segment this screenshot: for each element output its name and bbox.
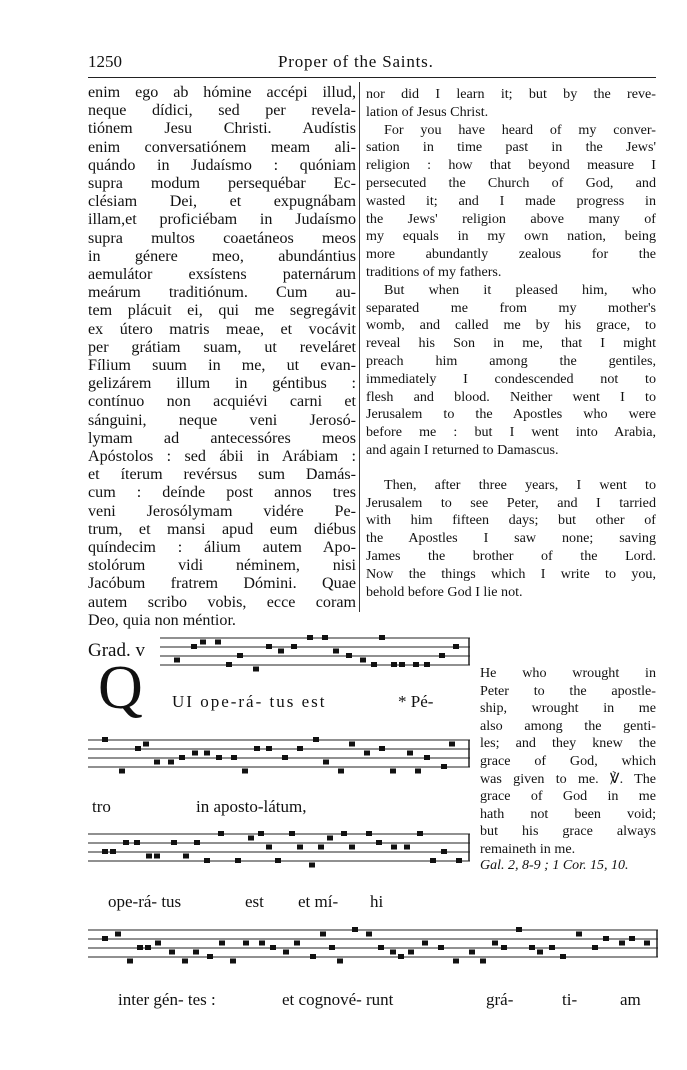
neume (422, 941, 428, 946)
neume (349, 742, 355, 747)
text-line: Then, after three years, I went to (384, 476, 656, 493)
text-line: enim conversatiónem meam ali- (88, 138, 356, 156)
text-line: traditions of my fathers. (366, 263, 502, 280)
neume (322, 635, 328, 640)
neume (135, 746, 141, 751)
neume (629, 936, 635, 941)
neume (278, 649, 284, 654)
neume (215, 640, 221, 645)
chant-lyric: ope-rá- tus (108, 892, 182, 911)
chant-staff (88, 920, 658, 982)
neume (560, 954, 566, 959)
neume (453, 959, 459, 964)
neume (237, 653, 243, 658)
text-line: But when it pleased him, who (384, 281, 656, 298)
text-line: les; and they knew the (480, 735, 656, 752)
drop-initial: Q (98, 654, 143, 722)
neume (253, 667, 259, 672)
text-line: religion : how that beyond measure I (366, 157, 656, 174)
text-line: supra modum persequébar Ec- (88, 175, 356, 193)
neume (115, 932, 121, 937)
neume (191, 644, 197, 649)
neume (346, 653, 352, 658)
neume (469, 950, 475, 955)
text-line: with him fifteen days; but other of (366, 512, 656, 529)
neume (408, 950, 414, 955)
neume (349, 845, 355, 850)
text-line: contínuo non acquiévi carni et (88, 393, 356, 411)
neume (226, 662, 232, 667)
text-line: Jerusalem to see Peter, and I tarried (366, 494, 656, 511)
text-line: immediately I condescended not to (366, 370, 656, 387)
text-line: gelizárem illum in géntibus : (88, 375, 356, 393)
text-line: per grátiam suam, ut reveláret (88, 338, 356, 356)
neume (207, 954, 213, 959)
text-line: more abundantly zealous for the (366, 246, 656, 263)
neume (179, 755, 185, 760)
chant-lyric: ti- (562, 990, 578, 1009)
neume (516, 927, 522, 932)
chant-lyric: hi (370, 892, 384, 911)
chant-staff (88, 730, 470, 790)
neume (194, 840, 200, 845)
text-line: behold before God I lie not. (366, 583, 523, 600)
neume (266, 644, 272, 649)
neume (441, 849, 447, 854)
text-line: neque dídici, sed per revela- (88, 102, 356, 120)
chant-lyric: UI ope-rá- tus est (172, 692, 327, 711)
text-line: sation in time past in the Jews' (366, 139, 656, 156)
neume (294, 941, 300, 946)
neume (619, 941, 625, 946)
text-line: ex útero matris meae, et vocávit (88, 320, 356, 338)
neume (501, 945, 507, 950)
neume (413, 662, 419, 667)
text-line: lymam ad antecessóres meos (88, 429, 356, 447)
neume (102, 737, 108, 742)
neume (182, 959, 188, 964)
neume (417, 831, 423, 836)
neume (291, 644, 297, 649)
neume (154, 854, 160, 859)
text-line: and again I returned to Damascus. (366, 441, 559, 458)
text-line: the Apostles I saw none; saving (366, 530, 656, 547)
text-line: persecuted the Church of God, and (366, 174, 656, 191)
neume (492, 941, 498, 946)
neume (154, 760, 160, 765)
neume (297, 746, 303, 751)
page-number: 1250 (88, 52, 122, 71)
chant-lyric: * Pé- (398, 692, 434, 711)
text-line: lation of Jesus Christ. (366, 103, 489, 120)
neume (592, 945, 598, 950)
text-line: tem plácuit ei, qui me segregávit (88, 302, 356, 320)
text-line: clésiam Dei, et expugnábam (88, 193, 356, 211)
neume (318, 845, 324, 850)
neume (283, 950, 289, 955)
neume (313, 737, 319, 742)
text-line: Fílium suum in me, ut evan- (88, 357, 356, 375)
neume (110, 849, 116, 854)
neume (327, 836, 333, 841)
neume (549, 945, 555, 950)
text-line: quándo in Judaísmo : quóniam (88, 156, 356, 174)
neume (449, 742, 455, 747)
neume (235, 858, 241, 863)
neume (248, 836, 254, 841)
neume (424, 662, 430, 667)
text-line: cum : deínde post annos tres (88, 484, 356, 502)
neume (371, 662, 377, 667)
neume (529, 945, 535, 950)
text-line: wasted it; and I made progress in (366, 192, 656, 209)
text-line: separated me from my mother's (366, 299, 656, 316)
text-line: was given to me. ℣. The (480, 770, 656, 787)
text-line: Now the things which I write to you, (366, 565, 656, 582)
neume (242, 769, 248, 774)
neume (216, 755, 222, 760)
neume (193, 950, 199, 955)
neume (266, 746, 272, 751)
neume (480, 959, 486, 964)
neume (366, 831, 372, 836)
text-line: Jacóbum fratrem Dómini. Quae (88, 575, 356, 593)
text-line: grace of God, which (480, 752, 656, 769)
neume (338, 769, 344, 774)
neume (407, 751, 413, 756)
text-line: supra multos coaetáneos meos (88, 229, 356, 247)
neume (155, 941, 161, 946)
latin-text-column (88, 84, 356, 630)
neume (391, 662, 397, 667)
text-line: before me : but I went into Arabia, (366, 424, 656, 441)
neume (333, 649, 339, 654)
chant-lyric: grá- (486, 990, 514, 1009)
neume (174, 658, 180, 663)
neume (439, 653, 445, 658)
text-line: Peter to the apostle- (480, 682, 656, 699)
neume (102, 936, 108, 941)
text-line: hath not been void; (480, 805, 656, 822)
neume (275, 858, 281, 863)
neume (145, 945, 151, 950)
header-rule (88, 77, 656, 78)
text-line: sánguini, neque veni Jerosó- (88, 411, 356, 429)
neume (119, 769, 125, 774)
text-line: Apóstolos : sed ábii in Arábiam : (88, 448, 356, 466)
neume (576, 932, 582, 937)
neume (168, 760, 174, 765)
chant-lyric: et cognové- runt (282, 990, 394, 1009)
neume (644, 941, 650, 946)
neume (192, 751, 198, 756)
text-line: remaineth in me. (480, 840, 576, 857)
running-title: Proper of the Saints. (278, 52, 434, 71)
page-header (88, 46, 658, 74)
text-line: flesh and blood. Neither went I to (366, 388, 656, 405)
neume (171, 840, 177, 845)
neume (183, 854, 189, 859)
neume (379, 746, 385, 751)
text-line: the Jews' religion above many of (366, 210, 656, 227)
text-line: autem scribo vobis, ecce coram (88, 593, 356, 611)
neume (143, 742, 149, 747)
chant-lyric: in aposto-látum, (196, 797, 307, 816)
neume (282, 755, 288, 760)
text-line: ship, wrought in me (480, 700, 656, 717)
chant-staff (160, 628, 470, 688)
neume (390, 769, 396, 774)
neume (378, 945, 384, 950)
scripture-reference: Gal. 2, 8-9 ; 1 Cor. 15, 10. (480, 858, 629, 873)
neume (430, 858, 436, 863)
neume (204, 751, 210, 756)
english-text-column (366, 86, 656, 601)
chant-lyric: est (245, 892, 264, 911)
neume (323, 760, 329, 765)
neume (456, 858, 462, 863)
neume (360, 658, 366, 663)
text-line: quíndecim : álium autem Apo- (88, 539, 356, 557)
neume (341, 831, 347, 836)
neume (230, 959, 236, 964)
text-line: but his grace always (480, 823, 656, 840)
neume (289, 831, 295, 836)
neume (102, 849, 108, 854)
text-line: For you have heard of my conver- (384, 121, 656, 138)
text-line: illam,et proficiébam in Judaísmo (88, 211, 356, 229)
neume (441, 764, 447, 769)
neume (320, 932, 326, 937)
text-line: tiónem Jesu Christi. Audístis (88, 120, 356, 138)
text-line: also among the genti- (480, 717, 656, 734)
neume (258, 831, 264, 836)
neume (204, 858, 210, 863)
neume (366, 932, 372, 937)
neume (390, 950, 396, 955)
text-line: preach him among the gentiles, (366, 352, 656, 369)
text-line: reveal his Son in me, that I might (366, 335, 656, 352)
neume (376, 840, 382, 845)
neume (270, 945, 276, 950)
neume (404, 845, 410, 850)
text-line: womb, and called me by his grace, to (366, 317, 656, 334)
neume (309, 863, 315, 868)
text-line: grace of God in me (480, 788, 656, 805)
neume (259, 941, 265, 946)
neume (127, 959, 133, 964)
neume (146, 854, 152, 859)
neume (352, 927, 358, 932)
neume (297, 845, 303, 850)
neume (438, 945, 444, 950)
text-line: Deo, quia non méntior. (88, 611, 236, 629)
neume (137, 945, 143, 950)
chant-lyric: inter gén- tes : (118, 990, 216, 1009)
paragraph-gap (366, 460, 656, 477)
neume (254, 746, 260, 751)
gradual-translation (480, 665, 656, 859)
text-line: He who wrought in (480, 665, 656, 681)
text-line: Jerusalem to the Apostles who were (366, 406, 656, 423)
text-line: aemulátor exsístens paternárum (88, 266, 356, 284)
neume (398, 954, 404, 959)
neume (266, 845, 272, 850)
neume (364, 751, 370, 756)
gradual-label: Grad. v (88, 640, 145, 661)
neume (310, 954, 316, 959)
text-line: trum, et mansi apud eum diébus (88, 520, 356, 538)
text-line: meárum traditiónum. Cum au- (88, 284, 356, 302)
text-line: stolórum vidi néminem, nisi (88, 557, 356, 575)
neume (391, 845, 397, 850)
text-line: enim ego ab hómine accépi illud, (88, 84, 356, 101)
neume (537, 950, 543, 955)
neume (603, 936, 609, 941)
neume (453, 644, 459, 649)
neume (218, 831, 224, 836)
chant-staff (88, 824, 470, 884)
text-line: et íterum revérsus sum Damás- (88, 466, 356, 484)
neume (415, 769, 421, 774)
text-line: veni Jerosólymam vidére Pe- (88, 502, 356, 520)
neume (337, 959, 343, 964)
neume (243, 941, 249, 946)
text-line: nor did I learn it; but by the reve- (366, 86, 656, 102)
neume (169, 950, 175, 955)
neume (307, 635, 313, 640)
column-divider (359, 82, 360, 612)
neume (134, 840, 140, 845)
neume (231, 755, 237, 760)
chant-lyric: et mí- (298, 892, 339, 911)
text-line: James the brother of the Lord. (366, 547, 656, 564)
neume (379, 635, 385, 640)
neume (123, 840, 129, 845)
text-line: in génere meo, abundántius (88, 247, 356, 265)
chant-lyric: am (620, 990, 641, 1009)
neume (219, 941, 225, 946)
neume (200, 640, 206, 645)
text-line: my equals in my own nation, being (366, 228, 656, 245)
neume (329, 945, 335, 950)
neume (399, 662, 405, 667)
neume (424, 755, 430, 760)
chant-lyric: tro (92, 797, 111, 816)
